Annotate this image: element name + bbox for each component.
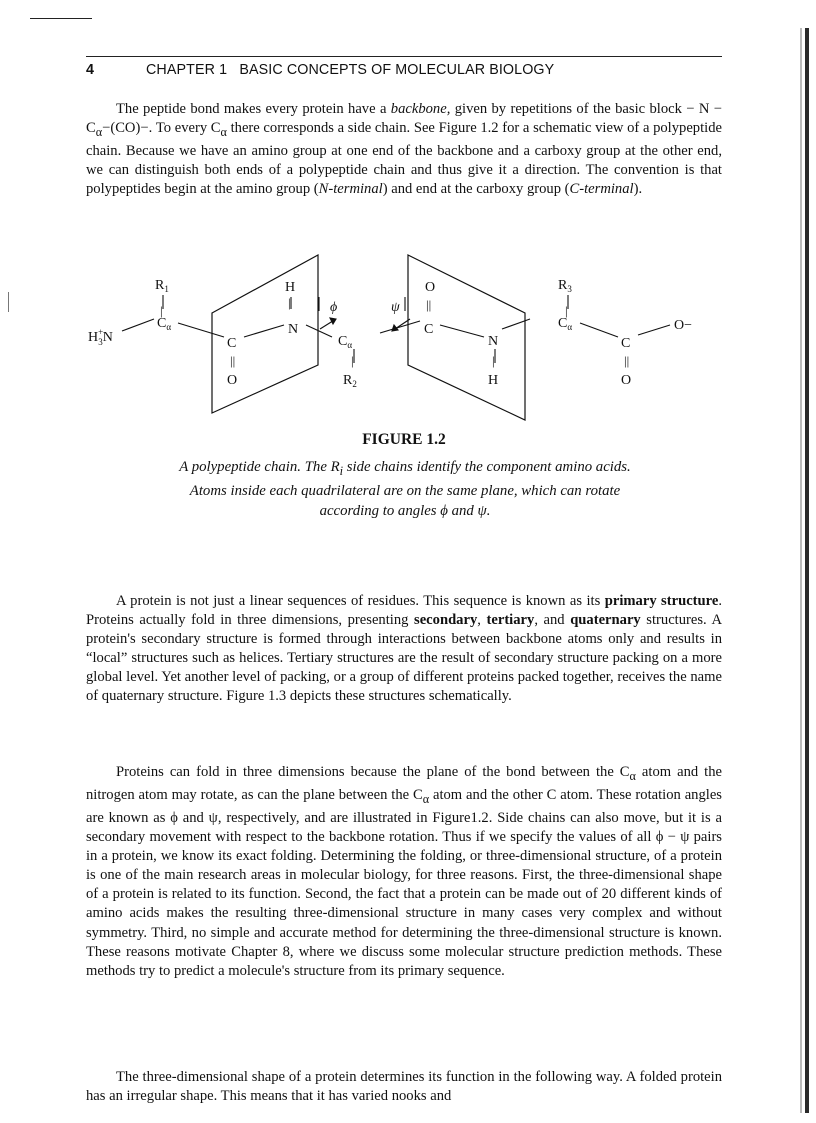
figure-title: FIGURE 1.2 [362, 431, 446, 448]
chapter-title: BASIC CONCEPTS OF MOLECULAR BIOLOGY [239, 62, 555, 78]
text-run: given by repetitions of the basic block − N − C [86, 101, 722, 137]
label-r3: $R_3$ [558, 278, 572, 294]
label-phi: ϕ [330, 300, 338, 315]
bond [580, 323, 618, 337]
emphasis-c-terminal: C-terminal [569, 181, 634, 198]
top-left-rule [30, 18, 92, 19]
paragraph-protein-structure [86, 592, 722, 707]
label-o-minus: O− [674, 318, 693, 333]
label-h3n: H+ 3N [88, 327, 113, 347]
psi-arrow-head [392, 325, 398, 331]
chapter-label: CHAPTER 1 [146, 62, 228, 78]
label-double-bond: || [426, 297, 432, 312]
text-run: . Proteins actually fold in three dimensions, presenting [86, 593, 722, 629]
bond [306, 325, 332, 337]
rotation-arrows [320, 318, 410, 331]
header-rule [86, 56, 722, 57]
bond [440, 325, 484, 337]
bond [380, 321, 420, 333]
label-o-2: O [425, 280, 436, 295]
caption-text: A polypeptide chain. The R [179, 459, 340, 475]
text-run: atom and the other C atom. These rotation angles are known as ϕ and ψ, respectively, and are illustrated in Figure1.2. Side chains can also move, but it is a secondary movement with respect to the backbone rotation. Thus if we specify the values of all ϕ − ψ pairs in a protein, we know its exact folding. Determining the folding, or three-dimensional structure, of a protein is one of the main research areas in molecular biology, for three reasons. First, the three-dimensional shape of a protein is related to its function. Second, the fact that a protein can be made out of 20 different kinds of amino acids makes the resulting three-dimensional structure in many cases very complex and without symmetry. Third, no simple and accurate method for determining the three-dimensional structure is known. These reasons motivate Chapter 8, where we discuss some molecular structure prediction methods. These methods try to predict a molecule's structure from its primary sequence. [86, 787, 722, 979]
bond [244, 325, 284, 337]
text-run: , [477, 612, 487, 629]
chapter-heading [146, 62, 554, 78]
atom-labels [88, 278, 692, 389]
paragraph-folding [86, 763, 722, 981]
text-run: −(CO)−. To every C [102, 120, 221, 137]
text-run: atom and the nitrogen atom may rotate, as can the plane between the C [86, 764, 722, 803]
subscript-alpha: α [422, 791, 430, 806]
label-double-bond: || [624, 353, 630, 368]
paragraph-backbone [86, 100, 722, 199]
paragraph-shape-function: The three-dimensional shape of a protein determines its function in the following way. A folded protein has an irregular shape. This means that it has varied nooks and [86, 1069, 722, 1105]
text-run: The peptide bond makes every protein have a [116, 101, 391, 117]
label-n-1: N [288, 322, 299, 337]
label-psi: ψ [391, 300, 400, 315]
label-n-2: N [488, 334, 499, 349]
caption-subscript: i [339, 463, 344, 478]
bond [122, 319, 154, 331]
term-secondary: secondary [414, 612, 478, 629]
text-run: structures. A protein's secondary structure is formed through interactions between backbone atoms only and results in “local” structures such as helices. Tertiary structures are the result of secondary structure packing on a more global level. Yet another level of packing, or a group of different proteins packed together, receives the name of quaternary structure. Figure 1.3 depicts these structures schematically. [86, 612, 723, 705]
label-o-1: O [227, 373, 238, 388]
label-h-1: H [285, 280, 296, 295]
label-ca-3: $C_\alpha$ [558, 316, 573, 332]
emphasis-n-terminal: N-terminal [318, 181, 383, 198]
subscript-alpha: α [629, 768, 636, 783]
label-single-bond: | [492, 353, 495, 368]
text-run: Proteins can fold in three dimensions because the plane of the bond between the C [116, 764, 630, 780]
term-tertiary: tertiary [486, 612, 535, 629]
subscript-alpha: α [95, 125, 103, 139]
emphasis-backbone: backbone, [390, 101, 451, 117]
label-r2: $R_2$ [343, 373, 357, 389]
peptide-plane-left [212, 255, 318, 413]
label-double-bond: || [230, 353, 236, 368]
label-h-2: H [488, 373, 499, 388]
figure-polypeptide-diagram [0, 245, 816, 425]
label-c-2: C [424, 322, 434, 337]
text-run: there corresponds a side chain. See Figure 1.2 for a schematic view of a polypeptide chain. Because we have an amino group at one end of the backbone and a carboxy group at the other end, we can distinguish both ends of a polypeptide chain and thus give it a direction. The convention is that polypeptides begin at the amino group ( [86, 120, 722, 198]
text-run: , and [534, 612, 571, 629]
label-single-bond: | [351, 353, 354, 368]
label-ca-1: $C_\alpha$ [157, 316, 172, 332]
page-number: 4 [86, 62, 94, 78]
label-single-bond: | [288, 295, 291, 310]
plane-quadrilaterals [212, 255, 525, 420]
bond [178, 323, 224, 337]
label-c-1: C [227, 336, 237, 351]
text-run: A protein is not just a linear sequences of residues. This sequence is known as its [116, 593, 605, 609]
subscript-alpha: α [220, 125, 227, 139]
label-single-bond: | [160, 303, 163, 318]
label-r1: $R_1$ [155, 278, 169, 294]
label-c-3: C [621, 336, 631, 351]
label-o-3: O [621, 373, 632, 388]
term-quaternary: quaternary [570, 612, 641, 629]
caption-text: side chains identify the component amino acids. Atoms inside each quadrilateral are on the same plane, which can rotate according to angles ϕ and ψ. [189, 459, 631, 519]
page-edge-bar [805, 28, 809, 1113]
page-edge-shadow [800, 28, 802, 1113]
text-run: ) and end at the carboxy group ( [382, 181, 570, 198]
label-single-bond: | [565, 303, 568, 318]
bond [638, 325, 670, 335]
label-ca-2: $C_\alpha$ [338, 334, 353, 350]
figure-caption [170, 458, 640, 521]
bond [502, 319, 530, 329]
term-primary-structure: primary structure [604, 593, 719, 609]
text-run: ). [633, 181, 643, 198]
phi-arrow-head [330, 318, 336, 324]
